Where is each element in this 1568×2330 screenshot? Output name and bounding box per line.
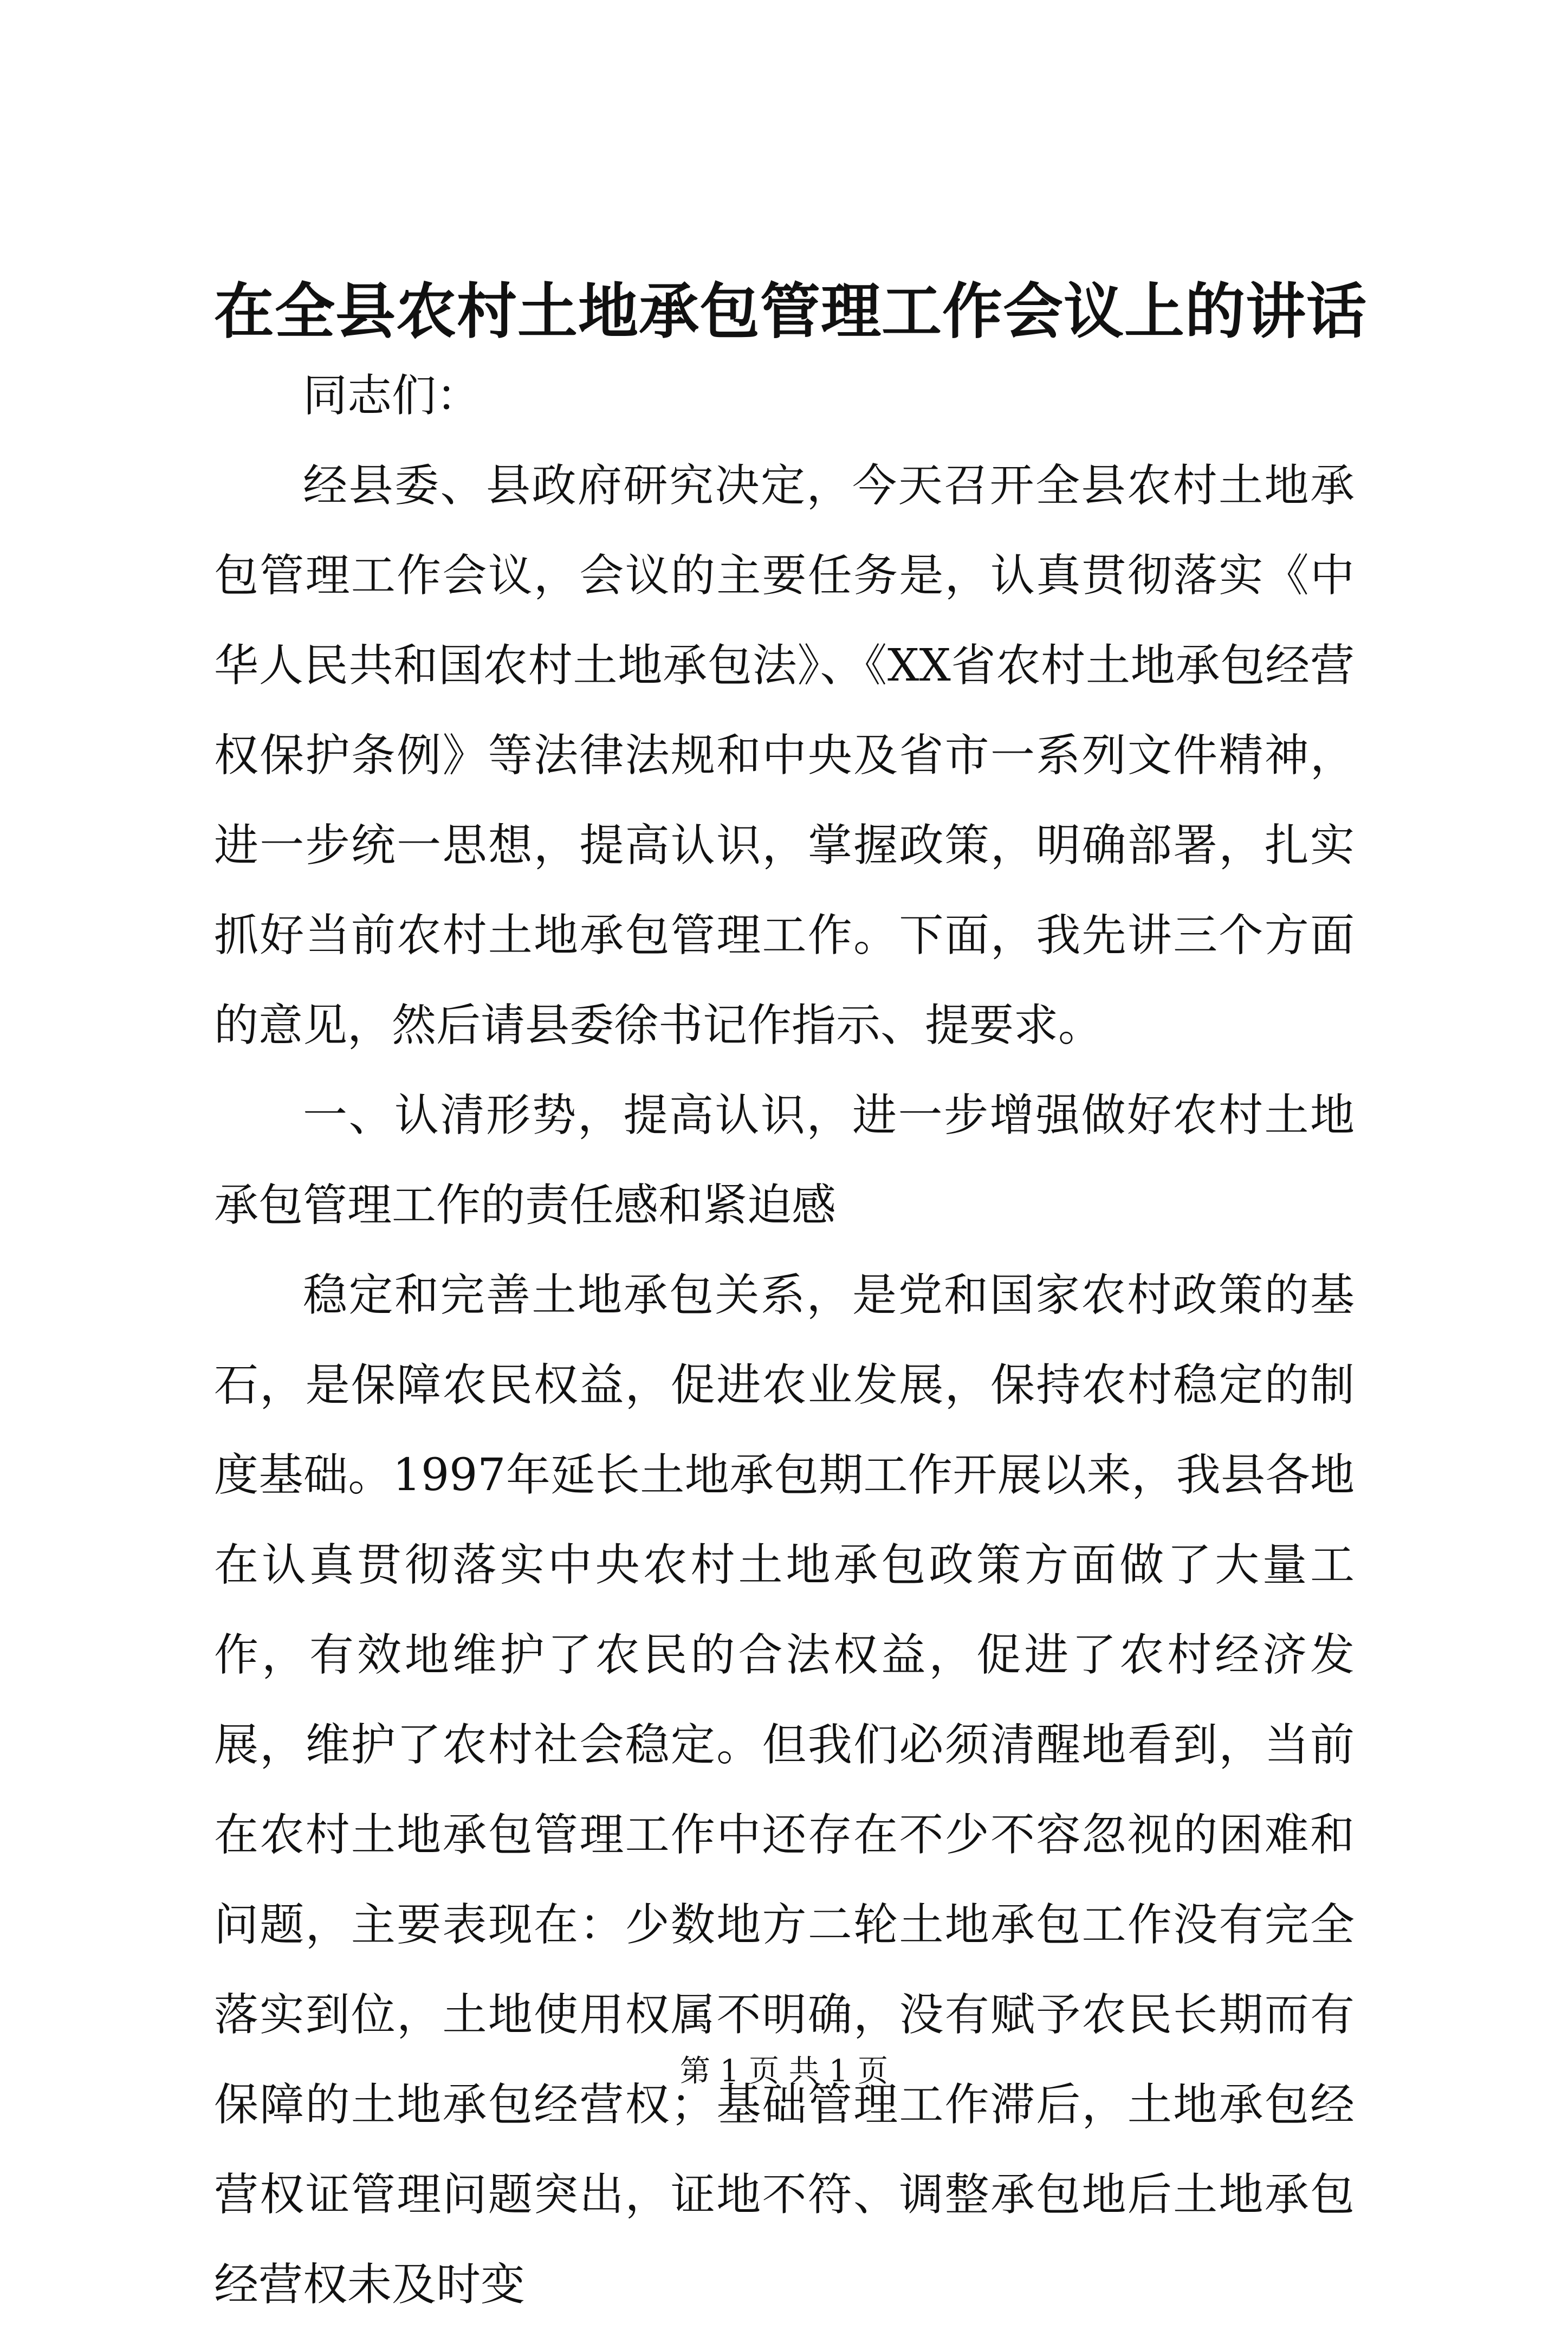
- paragraph-greeting: 同志们：: [303, 370, 481, 422]
- document-title: 在全县农村土地承包管理工作会议上的讲话: [214, 276, 1368, 347]
- section-heading-1: 一、认清形势，提高认识，进一步增强做好农村土地承包管理工作的责任感和紧迫感: [214, 1090, 1355, 1231]
- document-body: [214, 351, 1355, 2330]
- page-footer: 第 1 页 共 1 页: [679, 2054, 889, 2089]
- paragraph-intro: 经县委、县政府研究决定，今天召开全县农村土地承包管理工作会议，会议的主要任务是，认真贯彻落实《中华人民共和国农村土地承包法》、《XX省农村土地承包经营权保护条例》等法律法规和中央及省市一系列文件精神，进一步统一思想，提高认识，掌握政策，明确部署，扎实抓好当前农村土地承包管理工作。下面，我先讲三个方面的意见，然后请县委徐书记作指示、提要求。: [214, 460, 1355, 1051]
- paragraph-situation: 稳定和完善土地承包关系，是党和国家农村政策的基石，是保障农民权益，促进农业发展，保持农村稳定的制度基础。1997年延长土地承包期工作开展以来，我县各地在认真贯彻落实中央农村土地承包政策方面做了大量工作，有效地维护了农民的合法权益，促进了农村经济发展，维护了农村社会稳定。但我们必须清醒地看到，当前在农村土地承包管理工作中还存在不少不容忽视的困难和问题，主要表现在：少数地方二轮土地承包工作没有完全落实到位，土地使用权属不明确，没有赋予农民长期而有保障的土地承包经营权；基础管理工作滞后，土地承包经营权证管理问题突出，证地不符、调整承包地后土地承包经营权未及时变: [214, 1270, 1355, 2310]
